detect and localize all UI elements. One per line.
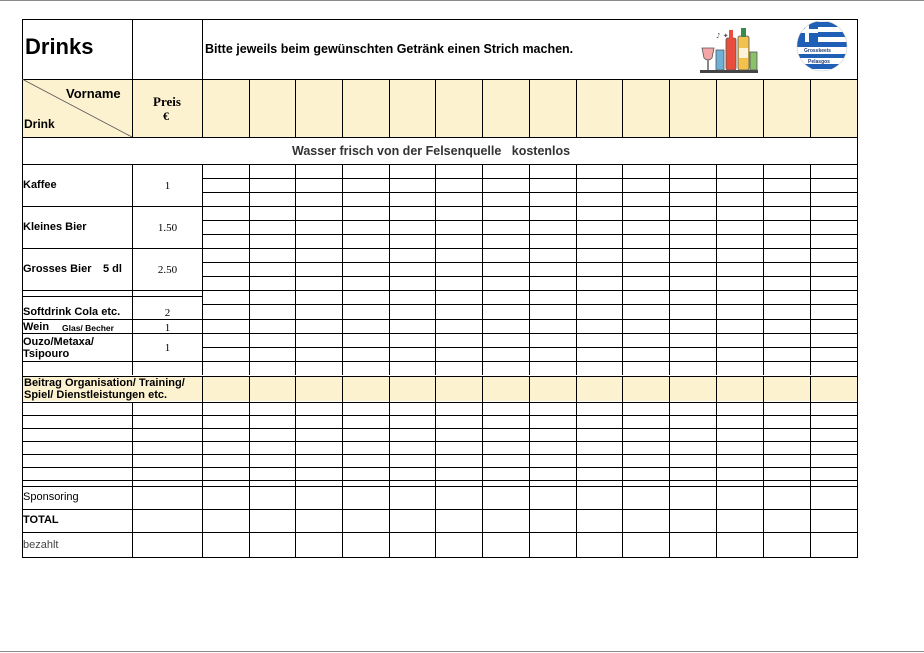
grid-vline-header — [249, 79, 250, 138]
drink-size-grosses-bier: 5 dl — [103, 263, 122, 275]
grid-vline-body — [622, 164, 623, 375]
grid-hline-major — [22, 137, 857, 138]
drink-name-wein: Wein — [23, 321, 50, 333]
grid-vline-header — [529, 79, 530, 138]
grid-vline-header — [763, 79, 764, 138]
price-grosses-bier: 2.50 — [157, 264, 178, 276]
bezahlt-label: bezahlt — [23, 539, 59, 551]
grid-vline-body — [295, 164, 296, 375]
grid-hline-sub — [202, 304, 857, 305]
grid-hline-major — [22, 290, 857, 291]
grid-hline-blank — [22, 454, 857, 455]
grid-hline-sub — [202, 234, 857, 235]
grid-vline-body — [342, 164, 343, 375]
header-fill — [22, 79, 857, 137]
grid-hline-sub — [202, 192, 857, 193]
grid-hline-major — [22, 509, 857, 510]
grid-vline-contrib — [576, 376, 577, 402]
grid-vline-body — [763, 164, 764, 375]
instruction-text: Bitte jeweils beim gewünschten Getränk einen Strich machen. — [205, 42, 574, 56]
contribution-line2: Spiel/ Dienstleistungen etc. — [24, 389, 168, 401]
grid-hline-major — [22, 206, 857, 207]
grid-vline-contrib — [482, 376, 483, 402]
price-wein: 1 — [164, 322, 171, 334]
grid-vline-contrib — [389, 376, 390, 402]
grid-vline-contrib — [249, 376, 250, 402]
grid-vline-header — [342, 79, 343, 138]
grid-hline-thin — [22, 319, 857, 320]
price-kleines-bier: 1.50 — [157, 222, 178, 234]
grid-vline-body — [716, 164, 717, 375]
grid-hline-sub — [202, 178, 857, 179]
grid-hline-left — [22, 296, 202, 297]
grid-hline-major — [22, 532, 857, 533]
grid-hline-blank — [22, 467, 857, 468]
drinks-illustration-icon — [698, 26, 760, 76]
grid-vline-header — [669, 79, 670, 138]
price-softdrink: 2 — [164, 307, 171, 319]
grid-hline-major — [22, 79, 857, 80]
price-header: Preis — [153, 94, 181, 109]
grid-vline-body — [249, 164, 250, 375]
grid-vline-contrib — [435, 376, 436, 402]
grid-vline-body — [810, 164, 811, 375]
total-label: TOTAL — [23, 514, 59, 526]
grid-vline-header — [435, 79, 436, 138]
grid-vline-contrib — [295, 376, 296, 402]
grid-vline-contrib — [669, 376, 670, 402]
grid-frame-bottom — [22, 557, 858, 558]
grid-hline-major — [22, 248, 857, 249]
grid-frame-right — [857, 19, 858, 557]
grid-hline-major — [22, 402, 857, 403]
free-water-note: Wasser frisch von der Felsenquelle kostenlos — [292, 144, 571, 158]
grid-vline-header — [622, 79, 623, 138]
drink-note-wein: Glas/ Becher — [62, 323, 114, 333]
price-ouzo: 1 — [164, 342, 171, 354]
drink-name-softdrink: Softdrink Cola etc. — [23, 306, 121, 318]
grid-vline-header — [389, 79, 390, 138]
grid-hline-sub — [202, 276, 857, 277]
contribution-line1: Beitrag Organisation/ Training/ — [24, 377, 185, 389]
grid-vline-header — [295, 79, 296, 138]
drink-name-ouzo: Ouzo/Metaxa/ Tsipouro — [23, 336, 94, 360]
grid-vline-body — [482, 164, 483, 375]
page-title: Drinks — [25, 34, 94, 59]
logo-text-line1: Grosskeeis — [804, 48, 831, 54]
grid-vline-body — [202, 164, 203, 375]
grid-frame-top — [22, 19, 858, 20]
svg-text:♪ ✦: ♪ ✦ — [716, 32, 729, 40]
grid-vline-header — [810, 79, 811, 138]
grid-hline-sub — [202, 262, 857, 263]
grid-vline-header — [716, 79, 717, 138]
grid-vline-contrib — [810, 376, 811, 402]
vorname-header: Vorname — [66, 86, 121, 101]
grid-vline-contrib — [716, 376, 717, 402]
grid-hline-major — [22, 486, 857, 487]
grid-hline-sub — [202, 220, 857, 221]
grid-vline-body — [576, 164, 577, 375]
grid-vline-body — [435, 164, 436, 375]
sponsoring-label: Sponsoring — [23, 491, 79, 503]
grid-vline-body — [529, 164, 530, 375]
drink-name-grosses-bier: Grosses Bier — [23, 263, 92, 275]
grid-vline-contrib — [202, 376, 203, 402]
grid-hline-blank — [22, 428, 857, 429]
price-kaffee: 1 — [164, 180, 171, 192]
grid-hline-major — [22, 164, 857, 165]
grid-hline-sub — [202, 347, 857, 348]
grid-vline-body — [389, 164, 390, 375]
drink-name-kleines-bier: Kleines Bier — [23, 221, 87, 233]
grid-vline-contrib — [622, 376, 623, 402]
grid-vline-contrib — [342, 376, 343, 402]
drink-header: Drink — [24, 117, 55, 131]
currency-header: € — [163, 109, 169, 123]
grid-vline-contrib — [529, 376, 530, 402]
grid-vline-contrib — [763, 376, 764, 402]
grid-hline-blank — [22, 480, 857, 481]
grid-vline-header — [482, 79, 483, 138]
grid-hline-blank — [22, 415, 857, 416]
grid-vline-body — [669, 164, 670, 375]
grid-vline-header — [576, 79, 577, 138]
drink-name-kaffee: Kaffee — [23, 179, 57, 191]
logo-text-line2: Pelasgos — [808, 59, 830, 65]
grid-hline-blank — [22, 441, 857, 442]
grid-hline-thin — [22, 361, 857, 362]
